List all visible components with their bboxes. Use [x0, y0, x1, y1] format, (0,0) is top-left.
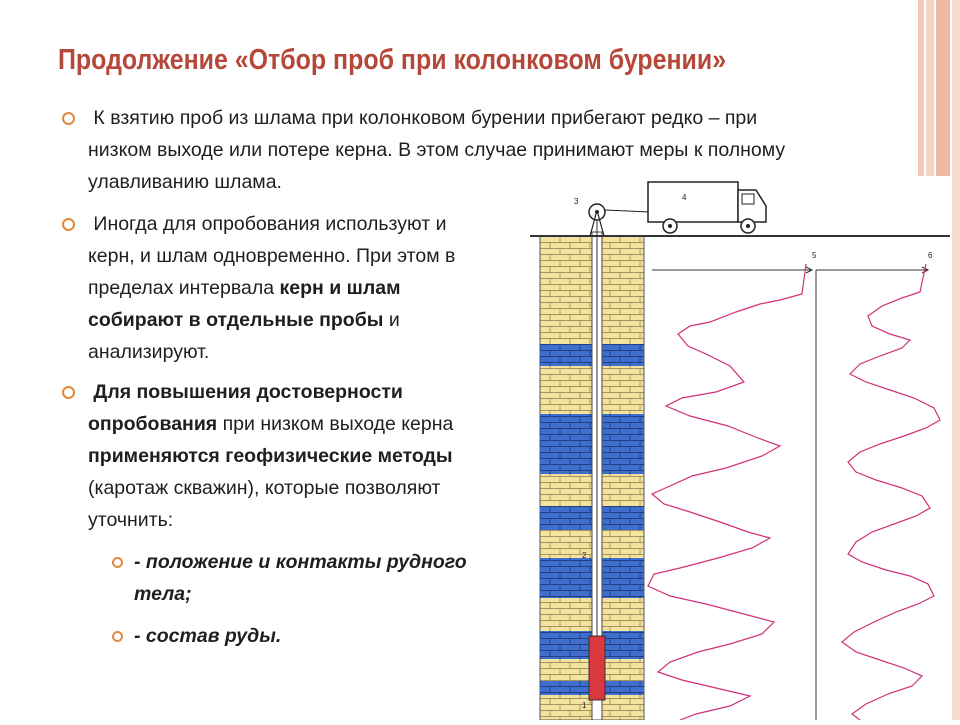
bullet-2-line-1: Иногда для опробования используют и: [93, 213, 447, 235]
label-2: 2: [582, 551, 587, 560]
ore-layer: [540, 681, 592, 695]
label-4: 4: [682, 193, 687, 202]
bullet-1-line-2: низком выходе или потере керна. В этом случае принимают меры к полному: [88, 139, 786, 161]
bullet-1-line-3: улавливанию шлама.: [88, 171, 282, 193]
bullet-3-line-3: применяются геофизические методы: [88, 445, 453, 467]
decor-stripe-4: [952, 0, 960, 720]
sub-bullet-marker-icon: [112, 631, 123, 642]
sub-bullet-2-line-1: - состав руды.: [134, 625, 282, 647]
ore-layer: [540, 414, 592, 474]
ore-layer: [540, 506, 592, 530]
ore-layer: [540, 558, 592, 598]
sub-bullet-1: [134, 546, 524, 610]
bullet-3-line-5: уточнить:: [88, 509, 174, 531]
bullet-marker-icon: [62, 218, 75, 231]
sub-bullet-1-line-2: тела;: [134, 583, 192, 605]
label-5: 5: [812, 251, 817, 260]
bullet-2-line-4: собирают в отдельные пробы и: [88, 309, 400, 331]
bullet-3: [88, 376, 518, 536]
bullet-2-line-2: керн, и шлам одновременно. При этом в: [88, 245, 456, 267]
well-logging-figure: [530, 176, 950, 720]
bullet-3-line-2: опробования при низком выходе керна: [88, 413, 454, 435]
label-1: 1: [582, 701, 587, 710]
ore-layer: [602, 558, 644, 598]
sub-bullet-2: [134, 620, 524, 652]
bullet-2: [88, 208, 518, 368]
ore-layer: [602, 631, 644, 659]
sub-bullet-1-line-1: - положение и контакты рудного: [134, 551, 467, 573]
bullet-3-line-1: Для повышения достоверности: [93, 381, 403, 403]
well-logging-diagram: [530, 176, 950, 720]
bullet-marker-icon: [62, 112, 75, 125]
sub-bullet-marker-icon: [112, 557, 123, 568]
logging-probe: [589, 636, 605, 700]
ore-layer: [602, 681, 644, 695]
bullet-2-line-3: пределах интервала керн и шлам: [88, 277, 401, 299]
bullet-3-line-4: (каротаж скважин), которые позволяют: [88, 477, 441, 499]
ore-layer: [602, 344, 644, 366]
bullet-marker-icon: [62, 386, 75, 399]
slide-title: Продолжение «Отбор проб при колонковом бурении»: [58, 44, 727, 76]
label-3: 3: [574, 197, 579, 206]
ore-layer: [540, 631, 592, 659]
ore-layer: [602, 506, 644, 530]
bullet-1-line-1: К взятию проб из шлама при колонковом бурении прибегают редко – при: [93, 107, 758, 129]
ore-layer: [540, 344, 592, 366]
bullet-2-line-5: анализируют.: [88, 341, 210, 363]
label-6: 6: [928, 251, 933, 260]
ore-layer: [602, 414, 644, 474]
